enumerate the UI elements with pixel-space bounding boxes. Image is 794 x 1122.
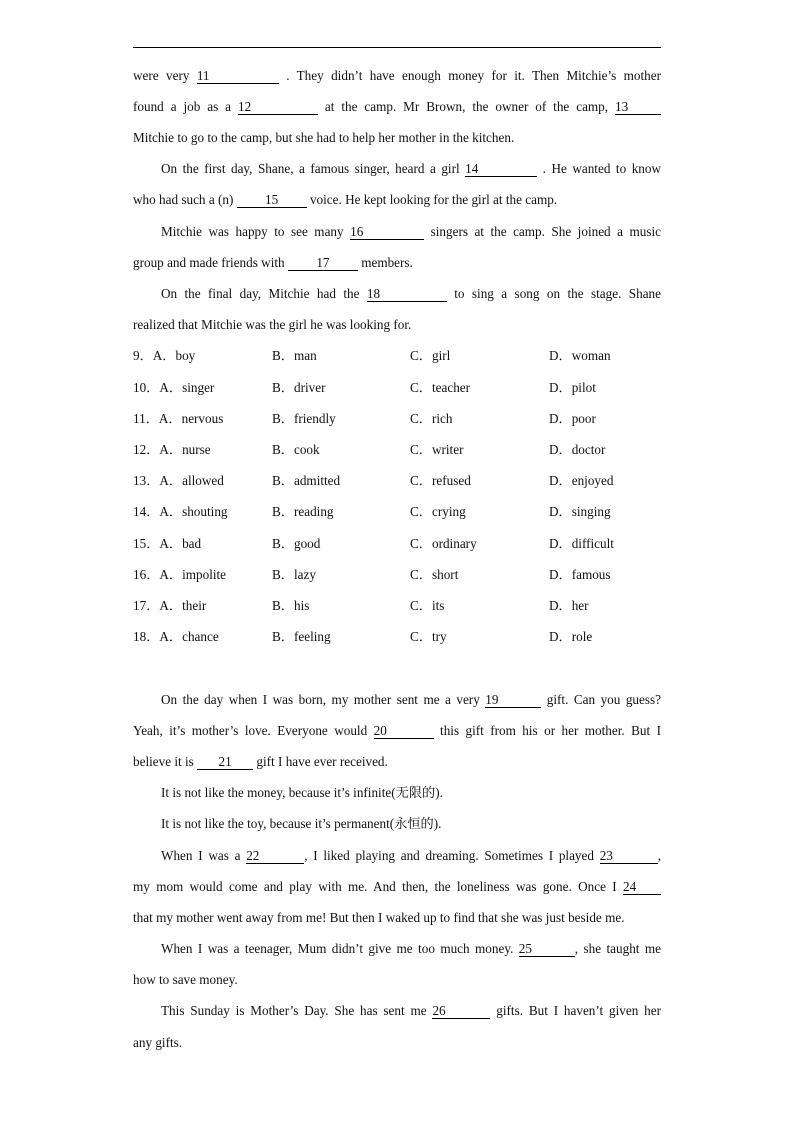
blank-14[interactable]: 14 [465, 161, 537, 177]
passage1-line6: Mitchie was happy to see many 16 singers at the camp. She joined a music [161, 224, 661, 239]
option-c[interactable]: C．teacher [410, 380, 471, 395]
option-row-11 [133, 409, 661, 429]
option-row-12 [133, 440, 661, 460]
option-row-13 [133, 471, 661, 491]
option-b[interactable]: B．his [272, 598, 310, 613]
option-b[interactable]: B．reading [272, 504, 334, 519]
header-rule [133, 47, 661, 48]
option-d[interactable]: D．famous [549, 567, 611, 582]
passage1-line8: On the final day, Mitchie had the 18 to sing a song on the stage. Shane [161, 286, 661, 301]
option-c[interactable]: C．ordinary [410, 536, 477, 551]
blank-19[interactable]: 19 [485, 692, 541, 708]
option-a[interactable]: 17．A．their [133, 598, 207, 613]
option-c[interactable]: C．refused [410, 473, 471, 488]
passage2-line10: how to save money. [133, 972, 238, 987]
passage1-line4: On the first day, Shane, a famous singer, heard a girl 14 . He wanted to know [161, 161, 661, 176]
blank-26[interactable]: 26 [432, 1003, 490, 1019]
option-d[interactable]: D．enjoyed [549, 473, 614, 488]
option-c[interactable]: C．writer [410, 442, 464, 457]
passage1-line1: were very 11 . They didn’t have enough money for it. Then Mitchie’s mother [133, 68, 661, 83]
option-c[interactable]: C．try [410, 629, 447, 644]
option-b[interactable]: B．man [272, 348, 317, 363]
option-row-9 [133, 346, 661, 366]
passage1-line9: realized that Mitchie was the girl he was looking for. [133, 317, 412, 332]
option-row-17 [133, 596, 661, 616]
blank-18[interactable]: 18 [367, 286, 447, 302]
option-d[interactable]: D．doctor [549, 442, 606, 457]
option-d[interactable]: D．poor [549, 411, 596, 426]
option-d[interactable]: D．singing [549, 504, 611, 519]
passage2-line1: On the day when I was born, my mother sent me a very 19 gift. Can you guess? [161, 692, 661, 707]
option-a[interactable]: 10．A．singer [133, 380, 215, 395]
blank-20[interactable]: 20 [374, 723, 434, 739]
option-d[interactable]: D．her [549, 598, 589, 613]
option-d[interactable]: D．difficult [549, 536, 614, 551]
option-a[interactable]: 12．A．nurse [133, 442, 211, 457]
blank-15[interactable]: 15 [237, 192, 307, 208]
blank-25[interactable]: 25 [519, 941, 575, 957]
option-b[interactable]: B．lazy [272, 567, 316, 582]
passage2-line9: When I was a teenager, Mum didn’t give me too much money. 25 , she taught me [161, 941, 661, 956]
option-row-14 [133, 502, 661, 522]
blank-13[interactable]: 13 [615, 99, 661, 115]
passage1-line2: found a job as a 12 at the camp. Mr Brown, the owner of the camp, 13 [133, 97, 661, 117]
passage2-line7: my mom would come and play with me. And then, the loneliness was gone. Once I 24 [133, 877, 661, 897]
option-d[interactable]: D．woman [549, 348, 611, 363]
option-b[interactable]: B．cook [272, 442, 320, 457]
passage1-line7: group and made friends with 17 members. [133, 255, 413, 270]
option-c[interactable]: C．girl [410, 348, 451, 363]
passage2-line3: believe it is 21 gift I have ever received. [133, 754, 388, 769]
blank-22[interactable]: 22 [246, 848, 304, 864]
option-c[interactable]: C．short [410, 567, 459, 582]
option-a[interactable]: 14．A．shouting [133, 504, 228, 519]
blank-21[interactable]: 21 [197, 754, 253, 770]
passage2-line11: This Sunday is Mother’s Day. She has sent me 26 gifts. But I haven’t given her [161, 1003, 661, 1018]
option-a[interactable]: 9．A．boy [133, 348, 196, 363]
passage2-line2: Yeah, it’s mother’s love. Everyone would 20 this gift from his or her mother. But I [133, 723, 661, 738]
blank-17[interactable]: 17 [288, 255, 358, 271]
passage2-line5: It is not like the toy, because it’s permanent(永恒的). [161, 816, 442, 831]
passage2-line12: any gifts. [133, 1035, 183, 1050]
option-c[interactable]: C．its [410, 598, 445, 613]
blank-23[interactable]: 23 [600, 848, 658, 864]
option-a[interactable]: 15．A．bad [133, 536, 202, 551]
option-d[interactable]: D．pilot [549, 380, 596, 395]
option-a[interactable]: 18．A．chance [133, 629, 219, 644]
option-b[interactable]: B．good [272, 536, 321, 551]
passage1-line5: who had such a (n) 15 voice. He kept looking for the girl at the camp. [133, 192, 558, 207]
passage2-line6: When I was a 22 , I liked playing and dreaming. Sometimes I played 23 , [161, 848, 661, 863]
option-b[interactable]: B．driver [272, 380, 326, 395]
passage1-line3: Mitchie to go to the camp, but she had to help her mother in the kitchen. [133, 130, 515, 145]
option-row-16 [133, 565, 661, 585]
option-d[interactable]: D．role [549, 629, 593, 644]
blank-12[interactable]: 12 [238, 99, 318, 115]
option-b[interactable]: B．friendly [272, 411, 336, 426]
option-c[interactable]: C．crying [410, 504, 466, 519]
blank-11[interactable]: 11 [197, 68, 279, 84]
option-c[interactable]: C．rich [410, 411, 453, 426]
option-row-10 [133, 378, 661, 398]
option-a[interactable]: 16．A．impolite [133, 567, 227, 582]
option-a[interactable]: 13．A．allowed [133, 473, 224, 488]
blank-16[interactable]: 16 [350, 224, 424, 240]
passage2-line4: It is not like the money, because it’s infinite(无限的). [161, 785, 443, 800]
passage2-line8: that my mother went away from me! But then I waked up to find that she was just beside me. [133, 910, 625, 925]
option-row-18 [133, 627, 661, 647]
option-b[interactable]: B．feeling [272, 629, 331, 644]
option-row-15 [133, 534, 661, 554]
blank-24[interactable]: 24 [623, 879, 661, 895]
option-a[interactable]: 11．A．nervous [133, 411, 224, 426]
option-b[interactable]: B．admitted [272, 473, 341, 488]
